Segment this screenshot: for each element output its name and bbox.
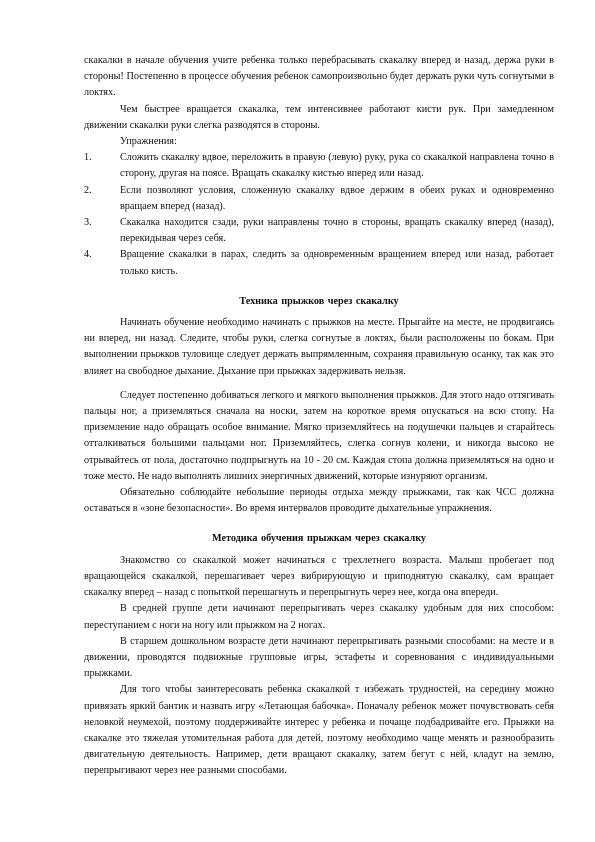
- list-item-number: 3.: [84, 217, 92, 229]
- body-paragraph: Знакомство со скакалкой может начинаться с трехлетнего возраста. Малыш пробегает под вращающейся скакалкой, перешагивает через вибрирующую и приподнятую скакалку, сам вращает скакалку вперед – назад с попыткой перешагнуть и перепрыгнуть через нее, когда она впереди.: [84, 554, 554, 599]
- body-paragraph: Начинать обучение необходимо начинать с прыжков на месте. Прыгайте на месте, не продвигаясь ни вперед, ни назад. Следите, чтобы руки, слегка согнутые в локтях, были расположены по бокам. При выполнении прыжков туловище следует держать выпрямленным, сохраняя правильную осанку, так как это влияет на свободное дыхание. Дыхание при прыжках задерживать нельзя.: [84, 317, 554, 377]
- body-paragraph: Обязательно соблюдайте небольшие периоды отдыха между прыжками, так как ЧСС должна оставаться в «зоне безопасности». Во время интервалов проводите дыхательные упражнения.: [84, 487, 554, 515]
- body-paragraph: В старшем дошкольном возрасте дети начинают перепрыгивать разными способами: на месте и в движении, проводятся подвижные групповые игры, эстафеты и соревнования с индивидуальными прыжками.: [84, 635, 554, 680]
- document-page: [84, 53, 554, 780]
- body-paragraph: Следует постепенно добиваться легкого и мягкого выполнения прыжков. Для этого надо оттягивать пальцы ног, а приземляться сначала на носки, затем на короткое время опускаться на всю стопу. На приземление надо обращать особое внимание. Мягко приземляйтесь на подушечки пальцев и старайтесь отталкиваться большими пальцами ног. Приземляйтесь, слегка согнув колени, и никогда высоко не отрывайтесь от пола, достаточно подпрыгнуть на 10 - 20 см. Каждая стопа должна приземляться на одно и тоже место. Не надо выполнять лишних энергичных движений, которые изнуряют организм.: [84, 389, 554, 482]
- intro-paragraph-rotation: Чем быстрее вращается скакалка, тем интенсивнее работают кисти рук. При замедленном движении скакалки руки слегка разводятся в стороны.: [84, 103, 554, 131]
- intro-paragraph: скакалки в начале обучения учите ребенка только перебрасывать скакалку вперед и назад, держа руки в стороны! Постепенно в процессе обучения ребенок самопроизвольно будет держать руки чуть согнутыми в локтях.: [84, 55, 554, 99]
- list-item: [84, 183, 554, 215]
- exercises-label: Упражнения:: [120, 136, 177, 148]
- list-item-number: 1.: [84, 152, 92, 164]
- list-item-number: 4.: [84, 249, 92, 261]
- list-item-text: Скакалка находится сзади, руки направлены точно в стороны, вращать скакалку вперед (назад), перекидывая через себя.: [120, 217, 554, 245]
- list-item: [84, 247, 554, 279]
- paragraph-spacer: [84, 380, 554, 388]
- list-item-text: Сложить скакалку вдвое, переложить в правую (левую) руку, рука со скакалкой направлена точно в сторону, другая на поясе. Вращать скакалку кистью вперед или назад.: [120, 152, 554, 180]
- section-heading-method: Методика обучения прыжкам через скакалку: [211, 533, 427, 545]
- body-paragraph: В средней группе дети начинают перепрыгивать через скакалку удобным для них способом: переступанием с ноги на ногу или прыжком на 2 ногах.: [84, 603, 554, 631]
- list-item: [84, 150, 554, 182]
- body-paragraph: Для того чтобы заинтересовать ребенка скакалкой т избежать трудностей, на середину можно привязать яркий бантик и назвать игру «Летающая бабочка». Поначалу ребенок может почувствовать себя неловкой неумехой, поэтому поддерживайте интерес у ребенка и почаще подбадривайте его. Прыжки на скакалке это тяжелая утомительная работа для детей, поэтому необходимо чаще менять и разнообразить двигательную деятельность. Например, дети вращают скакалку, затем бегут с ней, кладут на землю, перепрыгивают через нее разными способами.: [84, 684, 554, 777]
- list-item-number: 2.: [84, 184, 92, 196]
- list-item-text: Если позволяют условия, сложенную скакалку вдвое держим в обеих руках и одновременно вращаем вперед (назад).: [120, 184, 554, 212]
- exercises-list: [84, 150, 554, 280]
- list-item-text: Вращение скакалки в парах, следить за одновременным вращением вперед или назад, работает только кисть.: [120, 249, 554, 277]
- list-item: [84, 215, 554, 247]
- section-heading-technique: Техника прыжков через скакалку: [239, 295, 399, 307]
